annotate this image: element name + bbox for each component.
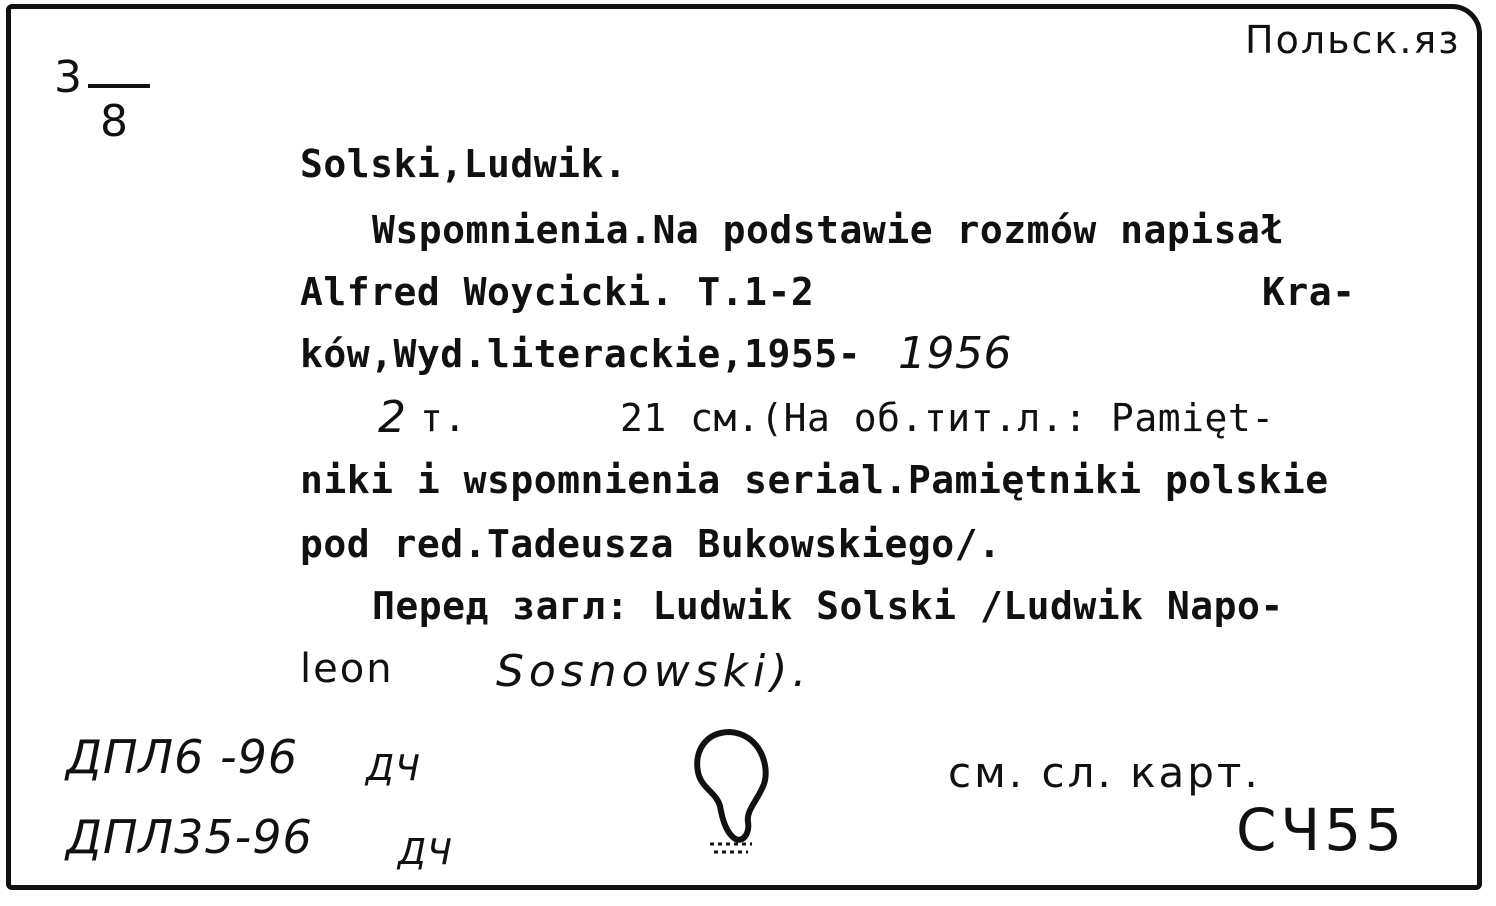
- cross-reference-note: см. сл. карт.: [948, 748, 1261, 797]
- entry-line-2-right: Kra-: [1262, 270, 1356, 314]
- entry-line-7: Перед загл: Ludwik Solski /Ludwik Napo-: [372, 584, 1284, 628]
- class-mark-bottom: 8: [100, 96, 128, 147]
- shelf-code: СЧ55: [1236, 796, 1407, 864]
- class-mark-divider: [88, 84, 150, 88]
- entry-line-6: pod red.Tadeusza Bukowskiego/.: [300, 522, 1002, 566]
- entry-line-4: 21 см.(На об.тит.л.: Pamięt-: [620, 396, 1275, 440]
- language-mark: Польск.яз: [1245, 18, 1461, 62]
- inventory-code-2: ДПЛ35-96: [66, 810, 313, 864]
- author-heading: Solski,Ludwik.: [300, 142, 628, 186]
- inventory-code-2-suffix: ДЧ: [398, 832, 453, 873]
- inventory-code-1: ДПЛ6 -96: [66, 730, 299, 784]
- entry-line-5: niki i wspomnienia serial.Pamiętniki polskie: [300, 458, 1329, 502]
- circular-stamp-icon: [690, 726, 776, 860]
- entry-line-1: Wspomnienia.Na podstawie rozmów napisał: [372, 208, 1284, 252]
- entry-line-4-volumes: 2: [378, 392, 407, 443]
- entry-line-4-vol-abbrev: т.: [420, 396, 467, 440]
- entry-line-3: ków,Wyd.literackie,1955-: [300, 332, 862, 376]
- entry-line-8-name: Sosnowski).: [496, 646, 812, 697]
- class-mark-top: 3: [54, 52, 82, 103]
- entry-line-8: leon: [300, 646, 394, 692]
- inventory-code-1-suffix: ДЧ: [366, 748, 421, 789]
- entry-line-3-handwritten-year: 1956: [898, 328, 1012, 379]
- entry-line-2: Alfred Woycicki. T.1-2: [300, 270, 815, 314]
